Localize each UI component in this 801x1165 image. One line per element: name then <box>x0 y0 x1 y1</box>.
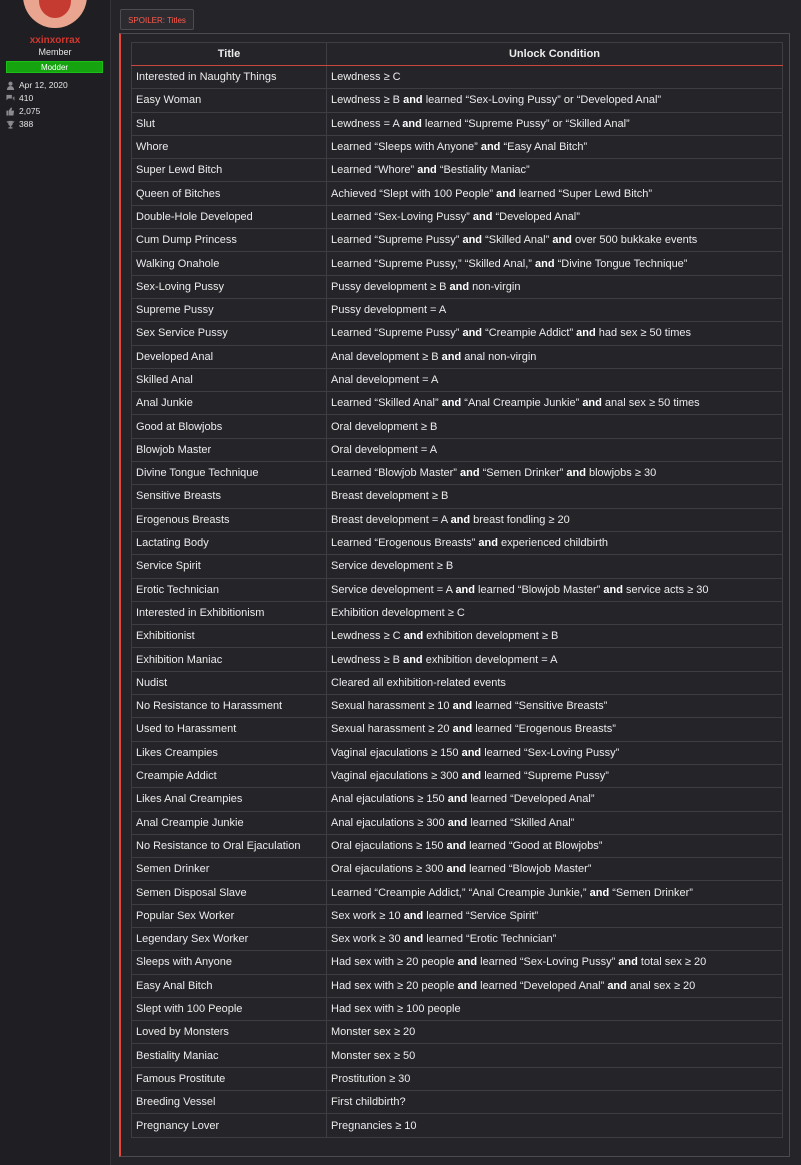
title-cell: Pregnancy Lover <box>132 1114 327 1137</box>
table-row <box>132 112 783 135</box>
table-row <box>132 741 783 764</box>
messages-icon <box>6 94 15 103</box>
condition-text: Learned “Skilled Anal” <box>331 397 442 410</box>
condition-cell <box>327 485 783 508</box>
title-cell: Slept with 100 People <box>132 997 327 1020</box>
condition-cell <box>327 718 783 741</box>
condition-text: exhibition development ≥ B <box>423 630 559 643</box>
condition-cell <box>327 974 783 997</box>
condition-conjunction: and <box>576 327 596 340</box>
condition-text: Sexual harassment ≥ 10 <box>331 700 453 713</box>
title-cell: Super Lewd Bitch <box>132 159 327 182</box>
condition-text: learned “Developed Anal” <box>477 979 608 992</box>
table-row <box>132 135 783 158</box>
title-cell: Bestiality Maniac <box>132 1044 327 1067</box>
table-row <box>132 1114 783 1137</box>
condition-text: Vaginal ejaculations ≥ 150 <box>331 746 462 759</box>
condition-conjunction: and <box>462 234 483 247</box>
condition-text: Lewdness ≥ B <box>331 653 404 666</box>
title-cell: Sex Service Pussy <box>132 322 327 345</box>
condition-text: Lewdness ≥ C <box>331 71 401 84</box>
user-badge: Modder <box>6 61 103 73</box>
condition-text: Cleared all exhibition-related events <box>331 676 506 689</box>
title-cell: Easy Woman <box>132 89 327 112</box>
table-row <box>132 252 783 275</box>
title-cell: Divine Tongue Technique <box>132 462 327 485</box>
user-sidebar <box>0 0 111 1165</box>
condition-cell <box>327 648 783 671</box>
title-cell: Creampie Addict <box>132 764 327 787</box>
condition-text: Service development ≥ B <box>331 560 454 573</box>
condition-text: “Anal Creampie Junkie” <box>461 397 583 410</box>
condition-cell <box>327 951 783 974</box>
table-body <box>132 66 783 1138</box>
condition-cell <box>327 788 783 811</box>
condition-conjunction: and <box>460 467 480 480</box>
condition-conjunction: and <box>417 164 437 177</box>
spoiler-toggle-button[interactable]: SPOILER: Titles <box>120 9 194 30</box>
title-cell: Good at Blowjobs <box>132 415 327 438</box>
table-row <box>132 718 783 741</box>
condition-text: “Creampie Addict” <box>482 327 577 340</box>
table-row <box>132 974 783 997</box>
condition-cell <box>327 578 783 601</box>
title-cell: Exhibition Maniac <box>132 648 327 671</box>
condition-cell <box>327 252 783 275</box>
condition-cell <box>327 695 783 718</box>
titles-table <box>131 42 783 1138</box>
condition-conjunction: and <box>447 793 468 806</box>
title-cell: Anal Junkie <box>132 392 327 415</box>
stat-value: 388 <box>19 119 34 129</box>
condition-text: “Skilled Anal” <box>482 234 553 247</box>
title-cell: Skilled Anal <box>132 368 327 391</box>
condition-cell <box>327 531 783 554</box>
table-row <box>132 811 783 834</box>
title-cell: Popular Sex Worker <box>132 904 327 927</box>
condition-cell <box>327 555 783 578</box>
condition-conjunction: and <box>402 117 422 130</box>
title-cell: Blowjob Master <box>132 438 327 461</box>
condition-conjunction: and <box>446 839 467 852</box>
title-cell: No Resistance to Harassment <box>132 695 327 718</box>
table-row <box>132 438 783 461</box>
title-cell: Developed Anal <box>132 345 327 368</box>
condition-text: learned “Supreme Pussy” or “Skilled Anal” <box>421 117 630 130</box>
title-cell: Double-Hole Developed <box>132 205 327 228</box>
condition-cell <box>327 368 783 391</box>
table-row <box>132 368 783 391</box>
table-row <box>132 415 783 438</box>
condition-text: learned “Skilled Anal” <box>467 816 575 829</box>
condition-text: Had sex with ≥ 100 people <box>331 1003 461 1016</box>
table-row <box>132 229 783 252</box>
table-row <box>132 601 783 624</box>
table-row <box>132 462 783 485</box>
condition-text: Vaginal ejaculations ≥ 300 <box>331 770 462 783</box>
condition-text: Sex work ≥ 30 <box>331 933 404 946</box>
table-row <box>132 1021 783 1044</box>
title-cell: Supreme Pussy <box>132 298 327 321</box>
user-icon <box>6 81 15 90</box>
condition-conjunction: and <box>552 234 572 247</box>
condition-conjunction: and <box>455 583 475 596</box>
condition-text: breast fondling ≥ 20 <box>470 513 570 526</box>
title-cell: Service Spirit <box>132 555 327 578</box>
title-cell: Loved by Monsters <box>132 1021 327 1044</box>
condition-conjunction: and <box>480 141 501 154</box>
condition-conjunction: and <box>447 816 468 829</box>
title-cell: Easy Anal Bitch <box>132 974 327 997</box>
title-cell: Lactating Body <box>132 531 327 554</box>
condition-text: “Developed Anal” <box>492 210 580 223</box>
condition-conjunction: and <box>441 350 462 363</box>
condition-text: learned “Sex-Loving Pussy” <box>481 746 620 759</box>
column-header-condition: Unlock Condition <box>327 43 783 66</box>
condition-cell <box>327 508 783 531</box>
condition-conjunction: and <box>403 909 424 922</box>
condition-text: learned “Developed Anal” <box>467 793 595 806</box>
table-row <box>132 834 783 857</box>
condition-conjunction: and <box>472 210 493 223</box>
title-cell: Breeding Vessel <box>132 1091 327 1114</box>
condition-conjunction: and <box>589 886 610 899</box>
condition-cell <box>327 229 783 252</box>
table-header-row <box>132 43 783 66</box>
title-cell: Exhibitionist <box>132 625 327 648</box>
condition-text: over 500 bukkake events <box>571 234 698 247</box>
condition-text: “Easy Anal Bitch” <box>500 141 588 154</box>
title-cell: Anal Creampie Junkie <box>132 811 327 834</box>
condition-conjunction: and <box>452 700 473 713</box>
table-row <box>132 904 783 927</box>
condition-text: Service development = A <box>331 583 456 596</box>
title-cell: Likes Creampies <box>132 741 327 764</box>
condition-text: First childbirth? <box>331 1096 406 1109</box>
condition-conjunction: and <box>582 397 602 410</box>
table-row <box>132 927 783 950</box>
condition-conjunction: and <box>441 397 462 410</box>
condition-text: Achieved “Slept with 100 People” <box>331 187 497 200</box>
condition-text: Anal ejaculations ≥ 150 <box>331 793 448 806</box>
condition-text: Had sex with ≥ 20 people <box>331 956 458 969</box>
condition-text: learned “Sex-Loving Pussy” <box>477 956 619 969</box>
condition-text: blowjobs ≥ 30 <box>585 467 657 480</box>
table-row <box>132 695 783 718</box>
condition-conjunction: and <box>478 537 498 550</box>
condition-conjunction: and <box>618 956 638 969</box>
condition-conjunction: and <box>566 467 586 480</box>
title-cell: Nudist <box>132 671 327 694</box>
stat-joined <box>6 80 68 90</box>
table-row <box>132 89 783 112</box>
table-row <box>132 531 783 554</box>
condition-cell <box>327 881 783 904</box>
stat-value: Apr 12, 2020 <box>19 80 68 90</box>
condition-text: Learned “Sex-Loving Pussy” <box>331 210 473 223</box>
condition-conjunction: and <box>461 770 482 783</box>
condition-text: Lewdness ≥ C <box>331 630 404 643</box>
condition-text: learned “Blowjob Master” <box>475 583 604 596</box>
condition-text: Monster sex ≥ 20 <box>331 1026 416 1039</box>
condition-text: Sex work ≥ 10 <box>331 909 404 922</box>
condition-text: Learned “Creampie Addict,” “Anal Creampie Junkie,” <box>331 886 590 899</box>
condition-conjunction: and <box>496 187 516 200</box>
condition-conjunction: and <box>403 653 423 666</box>
condition-conjunction: and <box>449 280 470 293</box>
condition-cell <box>327 135 783 158</box>
condition-text: learned “Erogenous Breasts” <box>472 723 616 736</box>
condition-text: service acts ≥ 30 <box>622 583 709 596</box>
condition-cell <box>327 927 783 950</box>
condition-text: Pussy development ≥ B <box>331 280 450 293</box>
condition-text: Monster sex ≥ 50 <box>331 1049 416 1062</box>
condition-conjunction: and <box>607 979 627 992</box>
title-cell: Queen of Bitches <box>132 182 327 205</box>
condition-text: Learned “Whore” <box>331 164 418 177</box>
title-cell: Sleeps with Anyone <box>132 951 327 974</box>
table-row <box>132 508 783 531</box>
condition-text: Anal development ≥ B <box>331 350 442 363</box>
title-cell: Likes Anal Creampies <box>132 788 327 811</box>
column-header-title: Title <box>132 43 327 66</box>
condition-text: learned “Erotic Technician” <box>423 933 557 946</box>
condition-text: Oral development ≥ B <box>331 420 438 433</box>
condition-text: Anal development = A <box>331 374 439 386</box>
condition-cell <box>327 904 783 927</box>
table-row <box>132 1067 783 1090</box>
title-cell: Interested in Naughty Things <box>132 66 327 89</box>
condition-text: Pussy development = A <box>331 304 447 317</box>
condition-cell <box>327 182 783 205</box>
condition-text: Lewdness = A <box>331 117 403 130</box>
user-role: Member <box>38 47 72 57</box>
trophy-icon <box>6 120 15 129</box>
condition-text: Learned “Erogenous Breasts” <box>331 537 479 550</box>
condition-cell <box>327 1114 783 1137</box>
condition-text: experienced childbirth <box>497 537 609 550</box>
condition-text: learned “Sex-Loving Pussy” or “Developed Anal” <box>422 94 662 107</box>
table-row <box>132 764 783 787</box>
condition-cell <box>327 438 783 461</box>
stat-messages[interactable] <box>6 93 33 103</box>
table-row <box>132 298 783 321</box>
condition-conjunction: and <box>403 933 424 946</box>
condition-text: Prostitution ≥ 30 <box>331 1072 411 1085</box>
table-row <box>132 555 783 578</box>
table-row <box>132 625 783 648</box>
condition-text: learned “Blowjob Master” <box>466 863 592 876</box>
table-row <box>132 182 783 205</box>
condition-text: Learned “Blowjob Master” <box>331 467 461 480</box>
condition-text: learned “Supreme Pussy” <box>481 770 609 783</box>
table-row <box>132 1044 783 1067</box>
title-cell: Semen Drinker <box>132 858 327 881</box>
stat-value: 2,075 <box>19 106 41 116</box>
condition-text: “Divine Tongue Technique” <box>554 257 688 270</box>
condition-conjunction: and <box>450 513 471 526</box>
title-cell: Erotic Technician <box>132 578 327 601</box>
condition-cell <box>327 997 783 1020</box>
spoiler-content <box>119 33 790 1157</box>
condition-cell <box>327 625 783 648</box>
condition-text: learned “Sensitive Breasts” <box>472 700 608 713</box>
condition-cell <box>327 1091 783 1114</box>
condition-text: learned “Good at Blowjobs” <box>466 839 603 852</box>
condition-text: had sex ≥ 50 times <box>595 327 692 340</box>
condition-text: “Semen Drinker” <box>609 886 693 899</box>
table-row <box>132 392 783 415</box>
condition-cell <box>327 205 783 228</box>
table-row <box>132 881 783 904</box>
table-row <box>132 322 783 345</box>
title-cell: Erogenous Breasts <box>132 508 327 531</box>
condition-text: anal non-virgin <box>461 350 537 363</box>
title-cell: Slut <box>132 112 327 135</box>
table-row <box>132 788 783 811</box>
condition-conjunction: and <box>603 583 623 596</box>
condition-cell <box>327 811 783 834</box>
username[interactable]: xxinxorrax <box>29 35 81 46</box>
condition-conjunction: and <box>457 979 478 992</box>
condition-cell <box>327 834 783 857</box>
title-cell: Famous Prostitute <box>132 1067 327 1090</box>
table-row <box>132 205 783 228</box>
title-cell: Walking Onahole <box>132 252 327 275</box>
condition-text: Learned “Sleeps with Anyone” <box>331 141 481 154</box>
title-cell: Semen Disposal Slave <box>132 881 327 904</box>
condition-cell <box>327 298 783 321</box>
thumbs-up-icon <box>6 107 15 116</box>
condition-conjunction: and <box>462 327 483 340</box>
condition-conjunction: and <box>403 94 423 107</box>
condition-conjunction: and <box>446 863 467 876</box>
stat-reactions[interactable] <box>6 106 40 116</box>
condition-cell <box>327 462 783 485</box>
condition-text: total sex ≥ 20 <box>637 956 707 969</box>
title-cell: No Resistance to Oral Ejaculation <box>132 834 327 857</box>
table-row <box>132 671 783 694</box>
stat-trophies[interactable] <box>6 119 33 129</box>
condition-cell <box>327 392 783 415</box>
condition-cell <box>327 89 783 112</box>
condition-cell <box>327 741 783 764</box>
condition-conjunction: and <box>457 956 478 969</box>
condition-cell <box>327 1067 783 1090</box>
table-row <box>132 648 783 671</box>
condition-cell <box>327 764 783 787</box>
condition-text: Had sex with ≥ 20 people <box>331 979 458 992</box>
condition-text: anal sex ≥ 20 <box>626 979 696 992</box>
condition-cell <box>327 322 783 345</box>
table-row <box>132 159 783 182</box>
condition-conjunction: and <box>535 257 555 270</box>
condition-text: Breast development = A <box>331 513 451 526</box>
table-row <box>132 275 783 298</box>
condition-text: Breast development ≥ B <box>331 490 449 503</box>
condition-cell <box>327 858 783 881</box>
title-cell: Cum Dump Princess <box>132 229 327 252</box>
condition-cell <box>327 1044 783 1067</box>
condition-conjunction: and <box>403 630 424 643</box>
condition-text: “Semen Drinker” <box>479 467 567 480</box>
condition-text: Learned “Supreme Pussy,” “Skilled Anal,” <box>331 257 535 270</box>
condition-cell <box>327 112 783 135</box>
table-row <box>132 858 783 881</box>
condition-text: Learned “Supreme Pussy” <box>331 327 463 340</box>
condition-text: non-virgin <box>469 280 521 293</box>
condition-text: Oral ejaculations ≥ 300 <box>331 863 447 876</box>
title-cell: Sex-Loving Pussy <box>132 275 327 298</box>
condition-text: Learned “Supreme Pussy” <box>331 234 463 247</box>
title-cell: Used to Harassment <box>132 718 327 741</box>
condition-text: learned “Service Spirit” <box>423 909 539 922</box>
table-row <box>132 1091 783 1114</box>
condition-cell <box>327 1021 783 1044</box>
stat-value: 410 <box>19 93 34 103</box>
condition-text: Oral development = A <box>331 443 438 456</box>
table-row <box>132 66 783 89</box>
condition-cell <box>327 671 783 694</box>
table-row <box>132 997 783 1020</box>
table-row <box>132 951 783 974</box>
condition-cell <box>327 345 783 368</box>
condition-conjunction: and <box>452 723 473 736</box>
avatar[interactable] <box>23 0 87 28</box>
condition-text: Anal ejaculations ≥ 300 <box>331 816 448 829</box>
condition-text: exhibition development = A <box>422 653 558 666</box>
condition-cell <box>327 159 783 182</box>
title-cell: Sensitive Breasts <box>132 485 327 508</box>
title-cell: Whore <box>132 135 327 158</box>
condition-text: Lewdness ≥ B <box>331 94 404 107</box>
condition-cell <box>327 66 783 89</box>
condition-text: “Bestiality Maniac” <box>436 164 530 177</box>
condition-text: Pregnancies ≥ 10 <box>331 1119 417 1132</box>
table-row <box>132 578 783 601</box>
title-cell: Interested in Exhibitionism <box>132 601 327 624</box>
condition-cell <box>327 601 783 624</box>
table-row <box>132 345 783 368</box>
condition-text: Sexual harassment ≥ 20 <box>331 723 453 736</box>
condition-text: anal sex ≥ 50 times <box>601 397 700 410</box>
table-row <box>132 485 783 508</box>
condition-text: Oral ejaculations ≥ 150 <box>331 839 447 852</box>
condition-cell <box>327 275 783 298</box>
title-cell: Legendary Sex Worker <box>132 927 327 950</box>
condition-cell <box>327 415 783 438</box>
condition-text: Exhibition development ≥ C <box>331 606 465 619</box>
condition-conjunction: and <box>461 746 482 759</box>
condition-text: learned “Super Lewd Bitch” <box>515 187 653 200</box>
